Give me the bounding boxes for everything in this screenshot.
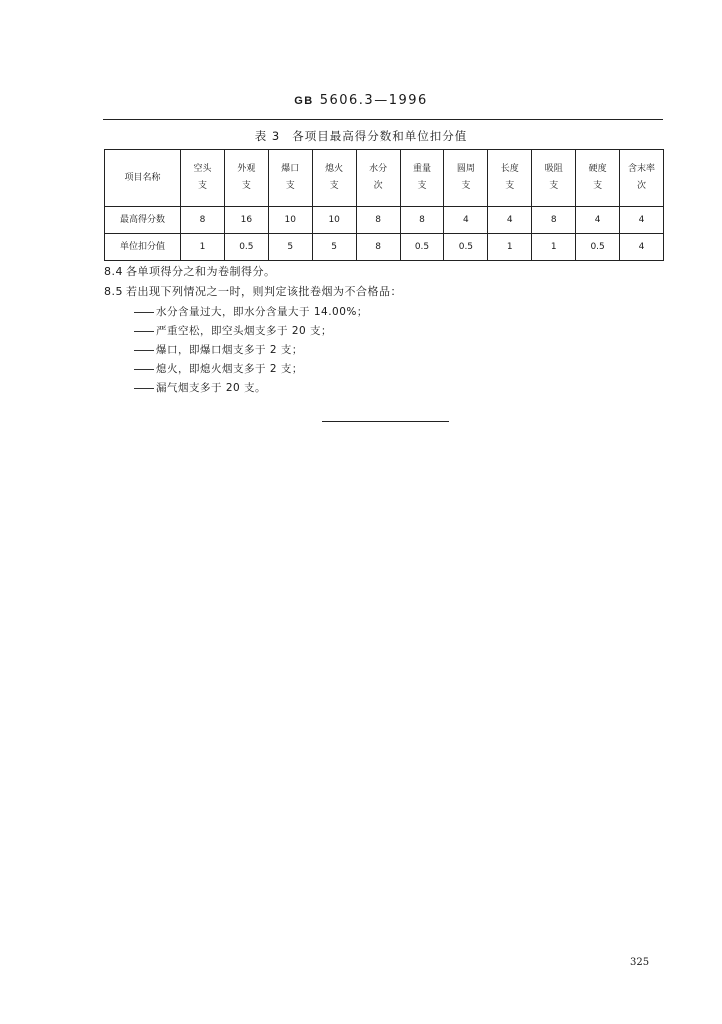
clause-number: 8.5 xyxy=(104,285,123,298)
clause-text: 若出现下列情况之一时，则判定该批卷烟为不合格品： xyxy=(126,285,402,298)
table-cell: 0.5 xyxy=(400,234,444,261)
scores-table xyxy=(104,149,664,261)
table-cell: 16 xyxy=(224,207,268,234)
dash-marker xyxy=(134,312,154,313)
table-header-row xyxy=(105,150,664,207)
table-cell: 1 xyxy=(488,234,532,261)
column-header: 硬度 支 xyxy=(576,150,620,207)
standard-code xyxy=(0,93,722,108)
row-label: 单位扣分值 xyxy=(105,234,181,261)
page-number: 325 xyxy=(630,957,650,968)
dash-marker xyxy=(134,388,154,389)
header-rule xyxy=(103,119,663,120)
clause-8-5 xyxy=(104,283,402,299)
table-cell: 8 xyxy=(356,234,400,261)
table-cell: 5 xyxy=(312,234,356,261)
column-header: 熄火 支 xyxy=(312,150,356,207)
table-row xyxy=(105,207,664,234)
column-header: 长度 支 xyxy=(488,150,532,207)
table-cell: 1 xyxy=(532,234,576,261)
header-corner: 项目名称 xyxy=(105,150,181,207)
column-header: 圆周 支 xyxy=(444,150,488,207)
column-header: 爆口 支 xyxy=(268,150,312,207)
table-cell: 8 xyxy=(400,207,444,234)
table-row xyxy=(105,234,664,261)
table-cell: 5 xyxy=(268,234,312,261)
table-cell: 0.5 xyxy=(224,234,268,261)
table-title: 各项目最高得分数和单位扣分值 xyxy=(292,129,468,143)
dash-marker xyxy=(134,350,154,351)
list-item: 水分含量过大，即水分含量大于 14.00%； xyxy=(134,304,368,319)
table-cell: 1 xyxy=(181,234,225,261)
clause-number: 8.4 xyxy=(104,265,123,278)
table-cell: 8 xyxy=(532,207,576,234)
list-item: 严重空松，即空头烟支多于 20 支； xyxy=(134,323,332,338)
end-rule xyxy=(322,421,449,422)
table-cell: 4 xyxy=(576,207,620,234)
table-caption xyxy=(0,128,722,144)
column-header: 水分 次 xyxy=(356,150,400,207)
column-header: 重量 支 xyxy=(400,150,444,207)
list-item: 爆口，即爆口烟支多于 2 支； xyxy=(134,342,303,357)
standard-prefix: GB xyxy=(294,95,314,107)
table-cell: 4 xyxy=(488,207,532,234)
column-header: 吸阻 支 xyxy=(532,150,576,207)
table-cell: 4 xyxy=(620,234,664,261)
dash-marker xyxy=(134,331,154,332)
clause-text: 各单项得分之和为卷制得分。 xyxy=(126,265,276,278)
list-item: 漏气烟支多于 20 支。 xyxy=(134,380,266,395)
column-header: 空头 支 xyxy=(181,150,225,207)
dash-marker xyxy=(134,369,154,370)
table-cell: 8 xyxy=(356,207,400,234)
table-cell: 10 xyxy=(312,207,356,234)
row-label: 最高得分数 xyxy=(105,207,181,234)
table-number: 表 3 xyxy=(254,129,281,143)
table-cell: 8 xyxy=(181,207,225,234)
table-cell: 4 xyxy=(444,207,488,234)
table-cell: 0.5 xyxy=(444,234,488,261)
table-cell: 10 xyxy=(268,207,312,234)
standard-number: 5606.3—1996 xyxy=(319,93,428,108)
column-header: 含末率 次 xyxy=(620,150,664,207)
clause-8-4 xyxy=(104,263,276,279)
list-item: 熄火，即熄火烟支多于 2 支； xyxy=(134,361,303,376)
table-cell: 4 xyxy=(620,207,664,234)
table-cell: 0.5 xyxy=(576,234,620,261)
column-header: 外观 支 xyxy=(224,150,268,207)
